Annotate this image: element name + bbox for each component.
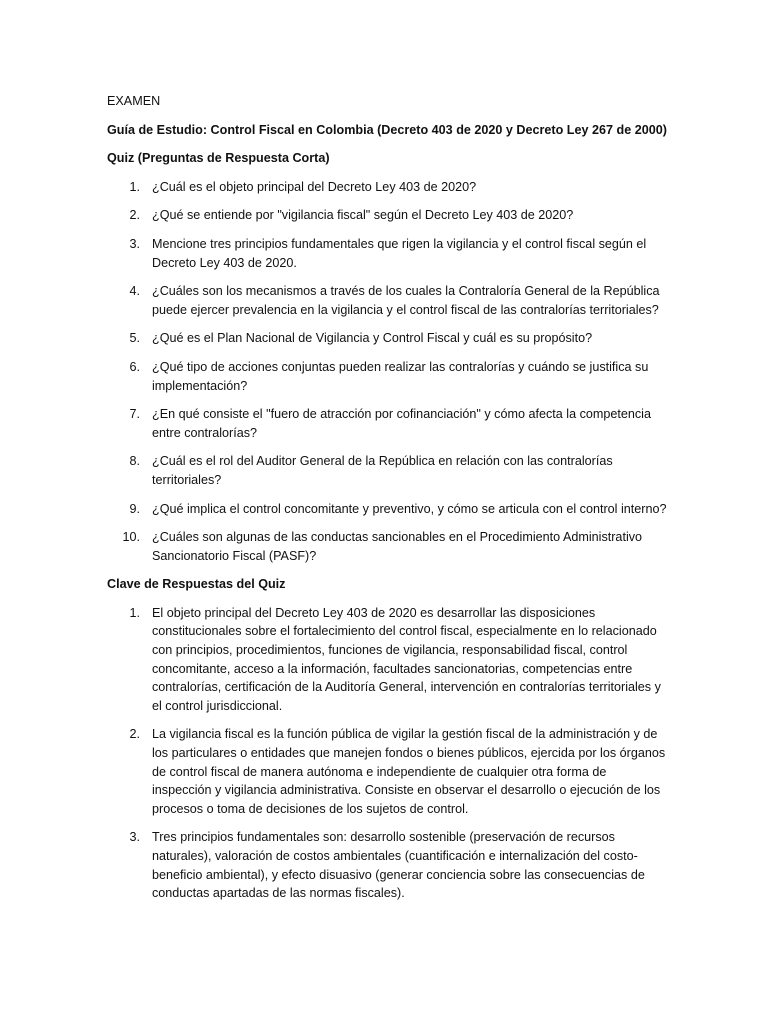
question-number: 4.	[129, 284, 140, 299]
answer-number: 3.	[129, 830, 140, 845]
question-number: 5.	[129, 331, 140, 346]
question-text: ¿Cuál es el rol del Auditor General de la República en relación con las contralorías territoriales?	[152, 454, 613, 487]
question-number: 7.	[129, 407, 140, 422]
document-title: Guía de Estudio: Control Fiscal en Colombia (Decreto 403 de 2020 y Decreto Ley 267 de 2000)	[107, 122, 667, 137]
question-number: 9.	[129, 501, 140, 516]
question-text: ¿En qué consiste el "fuero de atracción por cofinanciación" y cómo afecta la competencia entre contralorías?	[152, 407, 651, 440]
answer-number: 2.	[129, 727, 140, 742]
document-label: EXAMEN	[107, 94, 161, 108]
question-number: 3.	[129, 236, 140, 251]
question-text: Mencione tres principios fundamentales que rigen la vigilancia y el control fiscal según el Decreto Ley 403 de 2020.	[152, 236, 647, 270]
answer-number: 1.	[129, 605, 140, 620]
answer-text: El objeto principal del Decreto Ley 403 de 2020 es desarrollar las disposiciones constitucionales sobre el fortalecimiento del control fiscal, especialmente en lo relacionado con principios, procedimientos, funciones de vigilancia, responsabilidad fiscal, control concomitante, acceso a la información, facultades sancionatorias, competencias entre contralorías, certificación de la Auditoría General, intervención en contralorías territoriales y el control jurisdiccional.	[152, 605, 661, 713]
question-number: 8.	[129, 454, 140, 469]
quiz-question	[107, 282, 668, 319]
question-text: ¿Qué implica el control concomitante y preventivo, y cómo se articula con el control interno?	[152, 501, 667, 516]
question-text: ¿Qué se entiende por "vigilancia fiscal" según el Decreto Ley 403 de 2020?	[152, 208, 574, 223]
question-number: 2.	[129, 208, 140, 223]
question-text: ¿Cuáles son algunas de las conductas sancionables en el Procedimiento Administrativo Sancionatorio Fiscal (PASF)?	[152, 530, 643, 563]
quiz-question	[107, 358, 668, 395]
answer-text: Tres principios fundamentales son: desarrollo sostenible (preservación de recursos naturales), valoración de costos ambientales (cuantificación e internalización del costo-beneficio ambiental), y efecto disuasivo (generar conciencia sobre las consecuencias de conductas apartadas de las normas fiscales).	[152, 830, 645, 901]
question-text: ¿Cuáles son los mecanismos a través de los cuales la Contraloría General de la República puede ejercer prevalencia en la vigilancia y el control fiscal de las contralorías territoriales?	[152, 284, 660, 317]
quiz-question	[107, 405, 668, 442]
question-text: ¿Cuál es el objeto principal del Decreto Ley 403 de 2020?	[152, 179, 477, 194]
quiz-question	[107, 528, 668, 565]
quiz-question	[107, 329, 668, 348]
answer-item	[107, 604, 668, 716]
answers-heading: Clave de Respuestas del Quiz	[107, 577, 286, 592]
answer-text: La vigilancia fiscal es la función pública de vigilar la gestión fiscal de la administración y de los particulares o entidades que manejen fondos o bienes públicos, ejercida por los órganos de control fiscal de manera autónoma e independiente de cualquier otra forma de inspección y vigilancia administrativa. Consiste en observar el desarrollo o ejecución de los procesos o toma de decisiones de los sujetos de control.	[152, 727, 666, 816]
quiz-question	[107, 500, 668, 519]
question-number: 10.	[122, 530, 140, 545]
quiz-heading: Quiz (Preguntas de Respuesta Corta)	[107, 151, 330, 166]
question-text: ¿Qué tipo de acciones conjuntas pueden realizar las contralorías y cuándo se justifica su implementación?	[152, 359, 649, 393]
answer-item	[107, 725, 668, 818]
question-number: 1.	[129, 179, 140, 194]
quiz-question	[107, 178, 668, 197]
question-number: 6.	[129, 359, 140, 374]
quiz-question	[107, 235, 668, 272]
question-text: ¿Qué es el Plan Nacional de Vigilancia y Control Fiscal y cuál es su propósito?	[152, 331, 593, 346]
quiz-question	[107, 206, 668, 225]
quiz-question	[107, 452, 668, 489]
quiz-question-list	[107, 178, 668, 566]
answer-item	[107, 828, 668, 902]
answer-key-list	[107, 604, 668, 903]
